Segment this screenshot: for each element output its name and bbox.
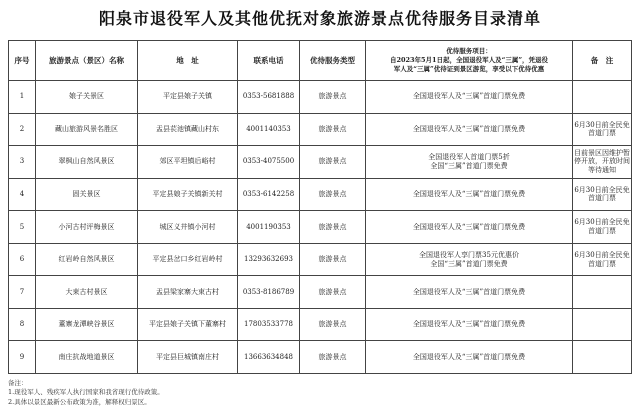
cell-remark: 目前景区因维护暂停开放，开放时间等待通知 [573, 146, 632, 179]
cell-no: 4 [9, 178, 36, 211]
cell-service-content [366, 81, 573, 114]
cell-no: 1 [9, 81, 36, 114]
cell-service-content [366, 178, 573, 211]
cell-name: 翠枫山自然风景区 [36, 146, 138, 179]
cell-remark: 6月30日前全民免首道门票 [573, 113, 632, 146]
cell-remark: 6月30日前全民免首道门票 [573, 178, 632, 211]
header-name: 旅游景点（景区）名称 [36, 41, 138, 81]
cell-address: 城区义井镇小河村 [138, 211, 238, 244]
cell-name: 娘子关景区 [36, 81, 138, 114]
cell-service-content [366, 341, 573, 374]
table-row [9, 113, 632, 146]
cell-phone: 0353-4075500 [238, 146, 300, 179]
footnote-line: 1.现役军人、残疾军人执行国家和我省现行优待政策。 [8, 388, 164, 397]
header-service-line: 自2023年5月1日起，全国退役军人及“三属”，凭退役 [389, 56, 549, 65]
cell-name: 藏山旅游风景名胜区 [36, 113, 138, 146]
cell-name: 董寨龙潭峡谷景区 [36, 308, 138, 341]
cell-remark [573, 308, 632, 341]
cell-no: 5 [9, 211, 36, 244]
service-line: 全国退役军人享门票35元优惠价 [419, 250, 519, 259]
cell-phone: 0353-5681888 [238, 81, 300, 114]
cell-service-content [366, 308, 573, 341]
cell-type: 旅游景点 [300, 243, 366, 276]
service-line: 全国“三属”首道门票免费 [430, 259, 508, 268]
table-row [9, 178, 632, 211]
header-service-line: 优待服务项目： [446, 47, 492, 56]
table-row [9, 276, 632, 309]
footnote-title: 备注： [8, 379, 28, 387]
cell-name: 小河古村评梅景区 [36, 211, 138, 244]
cell-service-content [366, 113, 573, 146]
table-row [9, 146, 632, 179]
table-row [9, 308, 632, 341]
cell-phone: 13293632693 [238, 243, 300, 276]
service-line: 全国退役军人及“三属”首道门票免费 [412, 190, 526, 199]
header-phone: 联系电话 [238, 41, 300, 81]
cell-service-content [366, 276, 573, 309]
service-line: 全国“三属”首道门票免费 [430, 161, 508, 170]
cell-type: 旅游景点 [300, 211, 366, 244]
header-service-content [366, 41, 573, 81]
cell-phone: 0353-6142258 [238, 178, 300, 211]
cell-phone: 13663634848 [238, 341, 300, 374]
cell-no: 9 [9, 341, 36, 374]
cell-no: 6 [9, 243, 36, 276]
cell-phone: 0353-8186789 [238, 276, 300, 309]
cell-remark [573, 276, 632, 309]
service-line: 全国退役军人首道门票5折 [428, 153, 510, 162]
service-line: 全国退役军人及“三属”首道门票免费 [412, 287, 526, 296]
cell-name: 红岩岭自然风景区 [36, 243, 138, 276]
service-line: 全国退役军人及“三属”首道门票免费 [412, 222, 526, 231]
cell-remark [573, 81, 632, 114]
cell-address: 平定县岔口乡红岩岭村 [138, 243, 238, 276]
cell-type: 旅游景点 [300, 178, 366, 211]
cell-no: 3 [9, 146, 36, 179]
header-no: 序号 [9, 41, 36, 81]
table-row [9, 81, 632, 114]
service-line: 全国退役军人及“三属”首道门票免费 [412, 124, 526, 133]
cell-type: 旅游景点 [300, 146, 366, 179]
cell-type: 旅游景点 [300, 308, 366, 341]
cell-no: 2 [9, 113, 36, 146]
cell-type: 旅游景点 [300, 341, 366, 374]
cell-address: 郊区平坦镇后峪村 [138, 146, 238, 179]
cell-address: 平定县娘子关镇新关村 [138, 178, 238, 211]
cell-address: 平定县巨城镇南庄村 [138, 341, 238, 374]
footnote-line: 2.具体以景区最新公布政策为准，解释权归景区。 [8, 397, 151, 406]
header-address: 地 址 [138, 41, 238, 81]
cell-remark: 6月30日前全民免首道门票 [573, 211, 632, 244]
cell-address: 盂县苌池镇藏山村东 [138, 113, 238, 146]
header-service-line: 军人及“三属”优待证到景区游览，享受以下优待优惠 [393, 64, 545, 73]
cell-no: 7 [9, 276, 36, 309]
table-row [9, 211, 632, 244]
cell-address: 盂县梁家寨大束古村 [138, 276, 238, 309]
cell-type: 旅游景点 [300, 276, 366, 309]
cell-name: 固关景区 [36, 178, 138, 211]
table-row [9, 243, 632, 276]
cell-address: 平定县娘子关镇下董寨村 [138, 308, 238, 341]
service-line: 全国退役军人及“三属”首道门票免费 [412, 352, 526, 361]
benefits-table [8, 40, 632, 374]
header-type: 优待服务类型 [300, 41, 366, 81]
cell-phone: 4001140353 [238, 113, 300, 146]
service-line: 全国退役军人及“三属”首道门票免费 [412, 92, 526, 101]
cell-service-content [366, 211, 573, 244]
table-row [9, 341, 632, 374]
cell-remark: 6月30日前全民免首道门票 [573, 243, 632, 276]
cell-phone: 4001190353 [238, 211, 300, 244]
header-remark: 备 注 [573, 41, 632, 81]
cell-type: 旅游景点 [300, 81, 366, 114]
cell-service-content [366, 243, 573, 276]
page-title: 阳泉市退役军人及其他优抚对象旅游景点优待服务目录清单 [98, 9, 541, 28]
cell-name: 南庄抗战地道景区 [36, 341, 138, 374]
cell-service-content [366, 146, 573, 179]
cell-no: 8 [9, 308, 36, 341]
table-header-row [9, 41, 632, 81]
footnotes [8, 379, 628, 407]
service-line: 全国退役军人及“三属”首道门票免费 [412, 320, 526, 329]
cell-address: 平定县娘子关镇 [138, 81, 238, 114]
cell-type: 旅游景点 [300, 113, 366, 146]
table-body [9, 81, 632, 374]
cell-remark [573, 341, 632, 374]
cell-phone: 17803533778 [238, 308, 300, 341]
cell-name: 大束古村景区 [36, 276, 138, 309]
